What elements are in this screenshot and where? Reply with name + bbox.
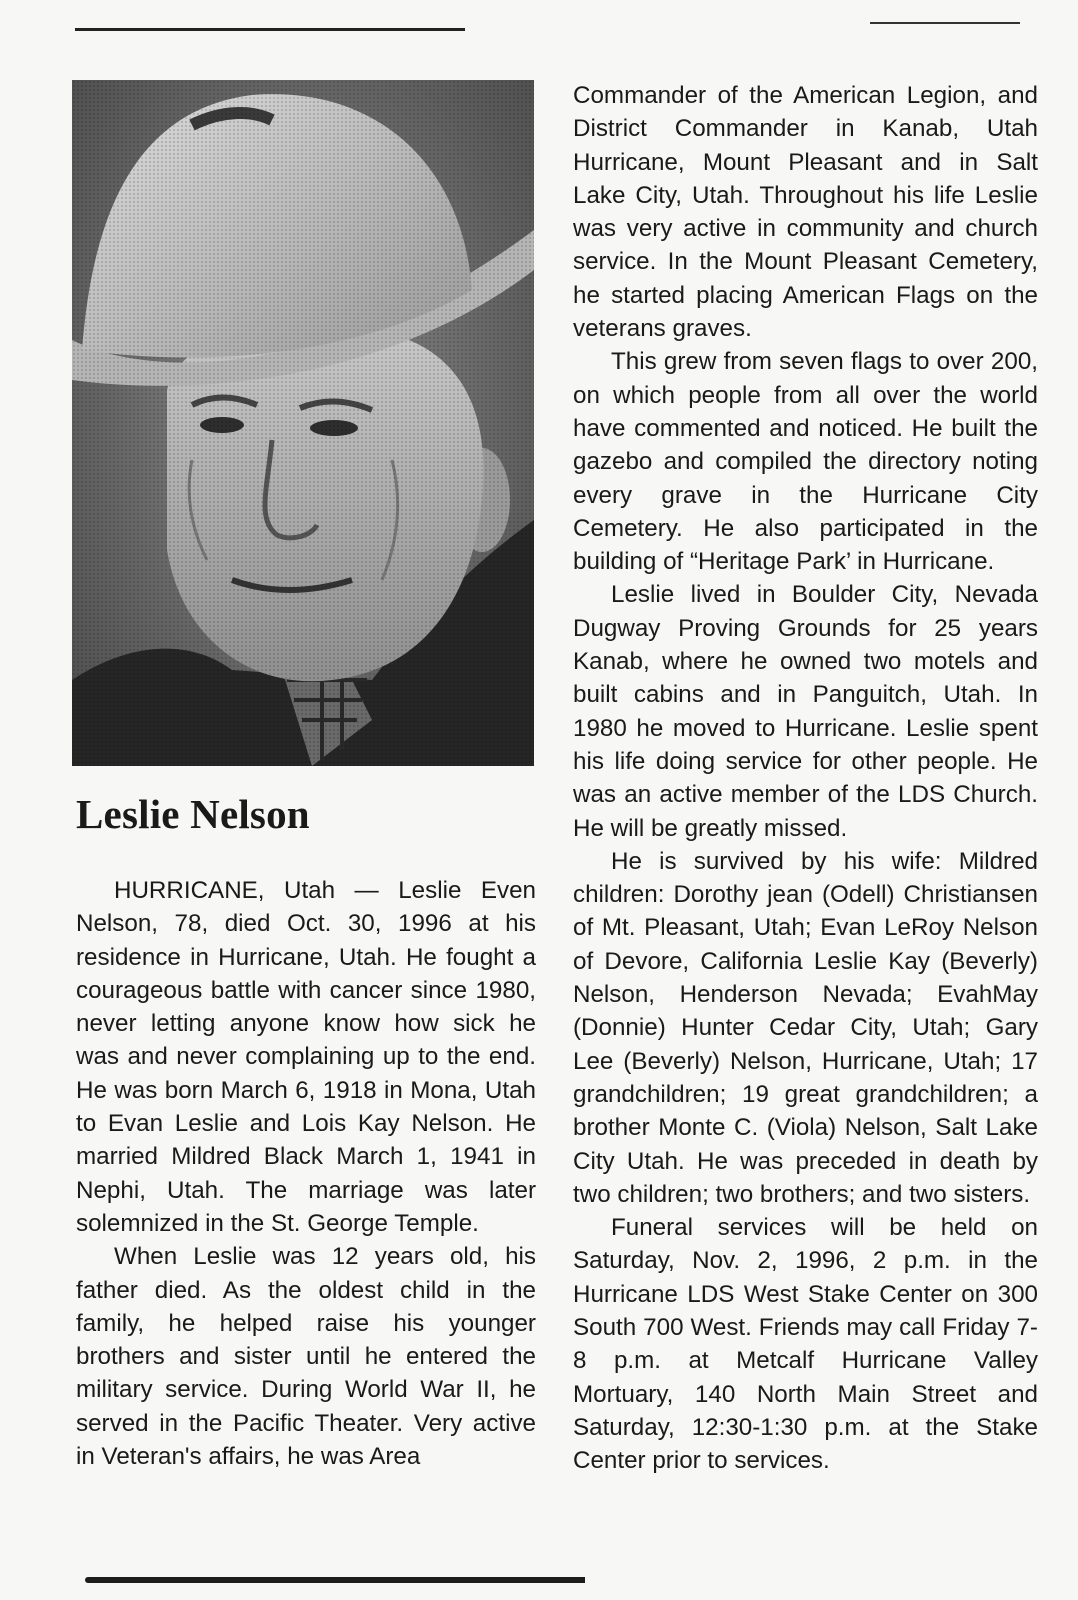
obituary-name: Leslie Nelson [76, 791, 310, 837]
paragraph: Funeral services will be held on Saturday, Nov. 2, 1996, 2 p.m. in the Hurricane LDS West Stake Center on 300 South 700 West. Friends may call Friday 7-8 p.m. at Metcalf Hurricane Valley Mortuary, 140 North Main Street and Saturday, 12:30-1:30 p.m. at the Stake Center prior to services. [573, 1214, 1038, 1475]
paragraph: HURRICANE, Utah — Leslie Even Nelson, 78, died Oct. 30, 1996 at his residence in Hurricane, Utah. He fought a courageous battle with cancer since 1980, never letting anyone know how sick he was and never complaining up to the end. He was born March 6, 1918 in Mona, Utah to Evan Leslie and Lois Kay Nelson. He married Mildred Black March 1, 1941 in Nephi, Utah. The marriage was later solemnized in the St. George Temple. [76, 877, 536, 1237]
bottom-rule [85, 1577, 585, 1583]
paragraph: When Leslie was 12 years old, his father died. As the oldest child in the family, he helped raise his younger brothers and sister until he entered the military service. During World War II, he served in the Pacific Theater. Very active in Veteran's affairs, he was Area [76, 1243, 536, 1471]
paragraph: This grew from seven flags to over 200, on which people from all over the world have commented and noticed. He built the gazebo and compiled the directory noting every grave in the Hurricane City Cemetery. He also participated in the building of “Heritage Park’ in Hurricane. [573, 348, 1038, 576]
paragraph: He is survived by his wife: Mildred children: Dorothy jean (Odell) Christiansen of Mt. Pleasant, Utah; Evan LeRoy Nelson of Devore, California Leslie Kay (Beverly) Nelson, Henderson Nevada; EvahMay (Donnie) Hunter Cedar City, Utah; Gary Lee (Beverly) Nelson, Hurricane, Utah; 17 grandchildren; 19 great grandchildren; a brother Monte C. (Viola) Nelson, Salt Lake City Utah. He was preceded in death by two children; two brothers; and two sisters. [573, 847, 1038, 1208]
paragraph: Leslie lived in Boulder City, Nevada Dugway Proving Grounds for 25 years Kanab, where he owned two motels and built cabins and in Panguitch, Utah. In 1980 he moved to Hurricane. Leslie spent his life doing service for other people. He was an active member of the LDS Church. He will be greatly missed. [573, 581, 1038, 842]
portrait-photo [72, 80, 534, 766]
top-rule-right [870, 22, 1020, 24]
top-rule [75, 28, 465, 31]
portrait-photo-icon [72, 80, 534, 766]
paragraph: Commander of the American Legion, and District Commander in Kanab, Utah Hurricane, Mount Pleasant and in Salt Lake City, Utah. Throughout his life Leslie was very active in community and church service. In the Mount Pleasant Cemetery, he started placing American Flags on the veterans graves. [573, 82, 1038, 343]
right-column [573, 79, 1038, 1477]
left-column [76, 874, 536, 1473]
